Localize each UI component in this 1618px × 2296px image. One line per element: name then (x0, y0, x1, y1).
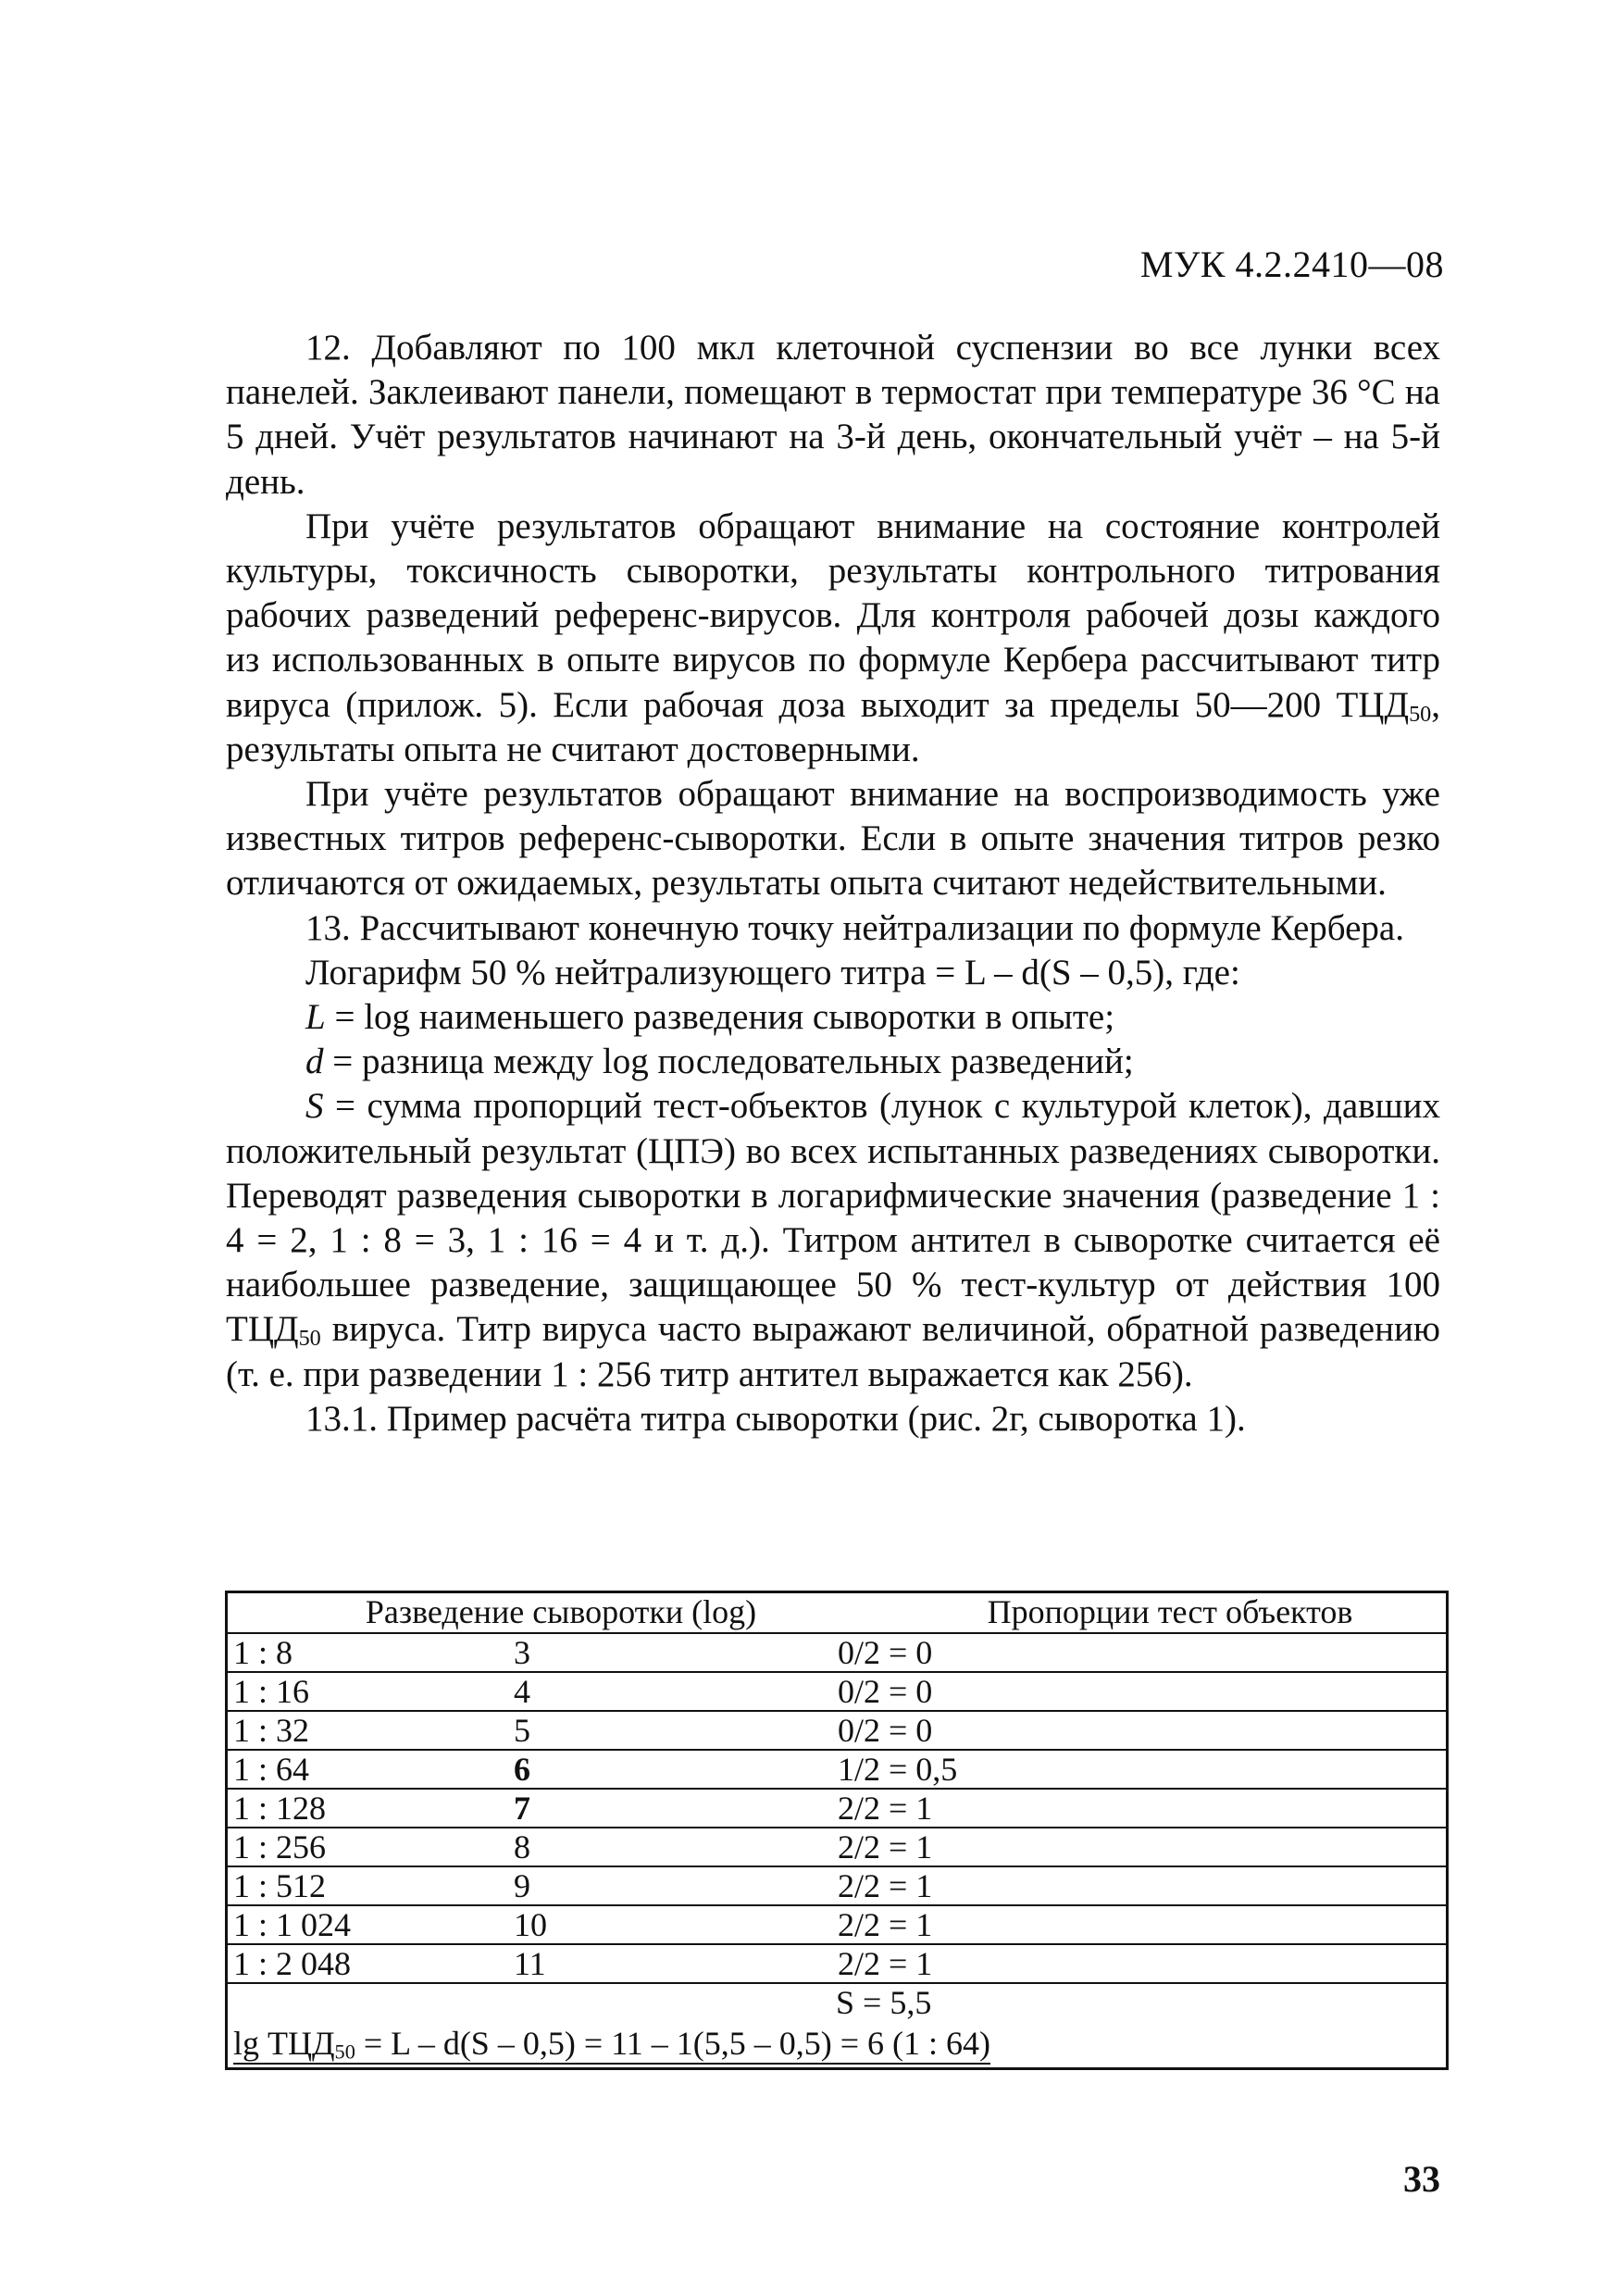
table-row (228, 1945, 1446, 1984)
sum-value: S = 5,5 (836, 1984, 932, 2021)
table-header-row (228, 1593, 1446, 1634)
table-formula-row (228, 2025, 1446, 2067)
proportion-cell: 0/2 = 0 (838, 1634, 933, 1671)
dilution-cell: 1 : 128 (233, 1790, 327, 1827)
formula-cell (228, 2025, 990, 2067)
definition-S (226, 1084, 1440, 1396)
table-row (228, 1828, 1446, 1867)
definition-d (226, 1040, 1440, 1084)
proportion-cell: 2/2 = 1 (838, 1828, 933, 1866)
variable-L: L (305, 997, 326, 1038)
table-row (228, 1712, 1446, 1751)
dilution-cell: 1 : 64 (233, 1751, 310, 1788)
proportion-cell: 0/2 = 0 (838, 1712, 933, 1749)
variable-S: S (305, 1086, 324, 1127)
dilution-cell: 1 : 2 048 (233, 1945, 352, 1982)
proportion-cell: 0/2 = 0 (838, 1673, 933, 1710)
paragraph-reproducibility: При учёте результатов обращают внимание на воспроизводимость уже известных титров референс-сыворотки. Если в опыте значения титров резко отличаются от ожидаемых, результаты опыта считают недействительными. (226, 774, 1440, 904)
log-cell: 7 (514, 1790, 530, 1827)
dilution-cell: 1 : 256 (233, 1828, 327, 1866)
dilution-cell: 1 : 8 (233, 1634, 293, 1671)
proportion-cell: 2/2 = 1 (838, 1945, 933, 1982)
definition-L-text: = log наименьшего разведения сыворотки в опыте; (325, 997, 1115, 1038)
dilution-cell: 1 : 1 024 (233, 1906, 352, 1943)
titer-table (225, 1591, 1449, 2070)
definition-L (226, 995, 1440, 1040)
table-row (228, 1634, 1446, 1673)
formula-subscript: 50 (334, 2040, 355, 2064)
formula-text (233, 2025, 990, 2065)
table-row (228, 1673, 1446, 1712)
header-proportion: Пропорции тест объектов (987, 1593, 1353, 1630)
log-cell: 5 (514, 1712, 530, 1749)
definition-S-text: = сумма пропорций тест-объектов (лунок с культурой клеток), давших положительный результат (ЦПЭ) во всех испытанных разведениях сыворотки. Переводят разведения сыворотки в логарифмические значения (разведение 1 : 4 = 2, 1 : 8 = 3, 1 : 16 = 4 и т. д.). Титром антител в сыворотке считается её наибольшее разведение, защищающее 50 % тест-культур от действия 100 ТЦД (226, 1086, 1440, 1350)
proportion-cell: 2/2 = 1 (838, 1906, 933, 1943)
proportion-cell: 2/2 = 1 (838, 1790, 933, 1827)
log-cell: 9 (514, 1867, 530, 1904)
log-cell: 11 (514, 1945, 546, 1982)
table-row (228, 1790, 1446, 1828)
log-cell: 4 (514, 1673, 530, 1710)
log-cell: 6 (514, 1751, 530, 1788)
definition-S-text-end: вируса. Титр вируса часто выражают величиной, обратной разведению (т. е. при разведении 1 : 256 титр антител выражается как 256). (226, 1309, 1440, 1394)
paragraph-controls-text-end: , результаты опыта не считают достоверными. (226, 684, 1440, 769)
log-cell: 8 (514, 1828, 530, 1866)
variable-d: d (305, 1042, 324, 1082)
paragraph-controls-subscript: 50 (1409, 701, 1432, 727)
table-body (228, 1634, 1446, 1984)
log-formula-line: Логарифм 50 % нейтрализующего титра = L – d(S – 0,5), где: (305, 952, 1240, 992)
proportion-cell: 2/2 = 1 (838, 1867, 933, 1904)
log-cell: 10 (514, 1906, 547, 1943)
formula-prefix: lg ТЦД (233, 2025, 335, 2065)
table-row (228, 1751, 1446, 1790)
proportion-cell: 1/2 = 0,5 (838, 1751, 958, 1788)
table-row (228, 1867, 1446, 1906)
definition-S-subscript: 50 (298, 1326, 321, 1352)
paragraph-controls-text: При учёте результатов обращают внимание на состояние контролей культуры, токсичность сыворотки, результаты контрольного титрования рабочих разведений референс-вирусов. Для контроля рабочей дозы каждого из использованных в опыте вирусов по формуле Кербера рассчитывают титр вируса (прилож. 5). Если рабочая доза выходит за пределы 50—200 ТЦД (226, 505, 1440, 725)
paragraph-13: 13. Рассчитывают конечную точку нейтрализации по формуле Кербера. (305, 907, 1404, 948)
table-row (228, 1906, 1446, 1945)
paragraph-12: 12. Добавляют по 100 мкл клеточной суспензии во все лунки всех панелей. Заклеивают панели, помещают в термостат при температуре 36 °С на 5 дней. Учёт результатов начинают на 3-й день, окончательный учёт – на 5-й день. (226, 328, 1440, 502)
log-cell: 3 (514, 1634, 530, 1671)
table-caption: 13.1. Пример расчёта титра сыворотки (рис. 2г, сыворотка 1). (305, 1398, 1246, 1439)
definition-d-text: = разница между log последовательных разведений; (323, 1042, 1134, 1082)
dilution-cell: 1 : 32 (233, 1712, 310, 1749)
header-dilution: Разведение сыворотки (log) (365, 1593, 757, 1630)
page-number: 33 (1403, 2158, 1440, 2200)
body-text (226, 326, 1440, 1441)
paragraph-controls (226, 505, 1440, 772)
formula-rest: = L – d(S – 0,5) = 11 – 1(5,5 – 0,5) = 6 (1 : 64) (355, 2025, 990, 2065)
dilution-cell: 1 : 16 (233, 1673, 310, 1710)
document-code: МУК 4.2.2410—08 (1139, 243, 1444, 285)
dilution-cell: 1 : 512 (233, 1867, 327, 1904)
table-sum-row (228, 1984, 1446, 2025)
